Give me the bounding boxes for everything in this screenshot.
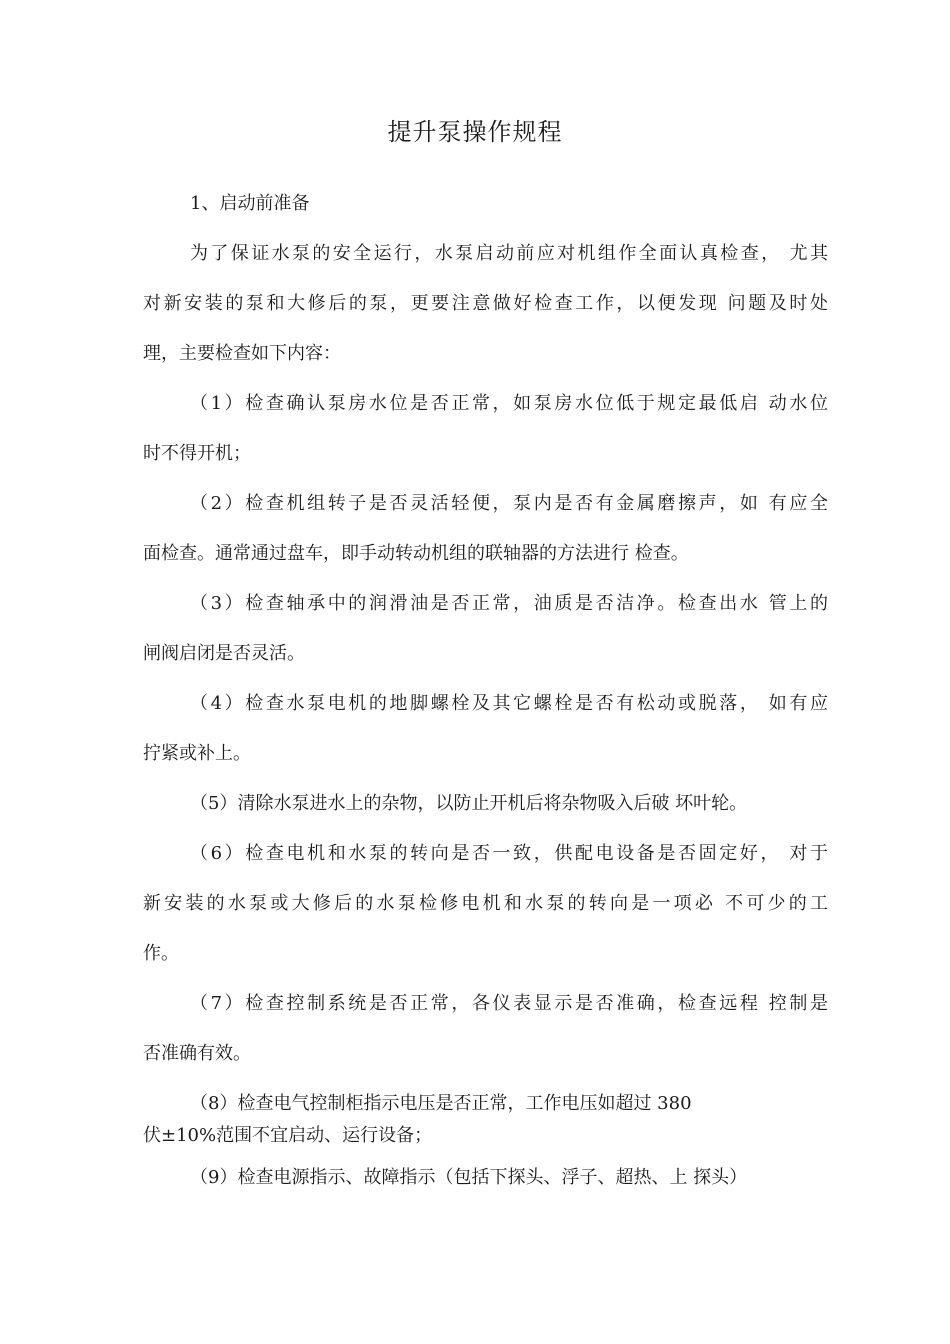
list-item-line: 拧紧或补上。	[143, 743, 251, 764]
list-item-line: 否准确有效。	[143, 1043, 251, 1064]
paragraph-line: 对新安装的泵和大修后的泵，更要注意做好检查工作，以便发现 问题及时处	[143, 293, 828, 314]
list-item-line: 新安装的水泵或大修后的水泵检修电机和水泵的转向是一项必 不可少的工	[143, 893, 828, 914]
list-item-line: 作。	[143, 943, 179, 964]
list-item-line: 闸阀启闭是否灵活。	[143, 643, 305, 664]
list-item-line: （9）检查电源指示、故障指示（包括下探头、浮子、超热、上 探头）	[190, 1167, 748, 1188]
document-title: 提升泵操作规程	[387, 118, 563, 146]
list-item-line: （5）清除水泵进水上的杂物，以防止开机后将杂物吸入后破 坏叶轮。	[190, 793, 748, 814]
list-item-line: （8）检查电气控制柜指示电压是否正常，工作电压如超过 380	[190, 1093, 692, 1114]
section-heading: 1、启动前准备	[190, 193, 310, 214]
list-item-line: 时不得开机；	[143, 443, 251, 464]
list-item-line: （3）检查轴承中的润滑油是否正常，油质是否洁净。检查出水 管上的	[190, 593, 828, 614]
list-item-line: 伏±10%范围不宜启动、运行设备；	[143, 1125, 433, 1146]
list-item-line: （1）检查确认泵房水位是否正常，如泵房水位低于规定最低启 动水位	[190, 393, 828, 414]
list-item-line: 面检查。通常通过盘车，即手动转动机组的联轴器的方法进行 检查。	[143, 543, 689, 564]
paragraph-line: 理，主要检查如下内容：	[143, 343, 341, 364]
list-item-line: （6）检查电机和水泵的转向是否一致，供配电设备是否固定好， 对于	[190, 843, 828, 864]
list-item-line: （4）检查水泵电机的地脚螺栓及其它螺栓是否有松动或脱落， 如有应	[190, 693, 828, 714]
paragraph-line: 为了保证水泵的安全运行，水泵启动前应对机组作全面认真检查， 尤其	[190, 243, 828, 264]
list-item-line: （7）检查控制系统是否正常，各仪表显示是否准确，检查远程 控制是	[190, 993, 828, 1014]
list-item-line: （2）检查机组转子是否灵活轻便，泵内是否有金属磨擦声，如 有应全	[190, 493, 828, 514]
